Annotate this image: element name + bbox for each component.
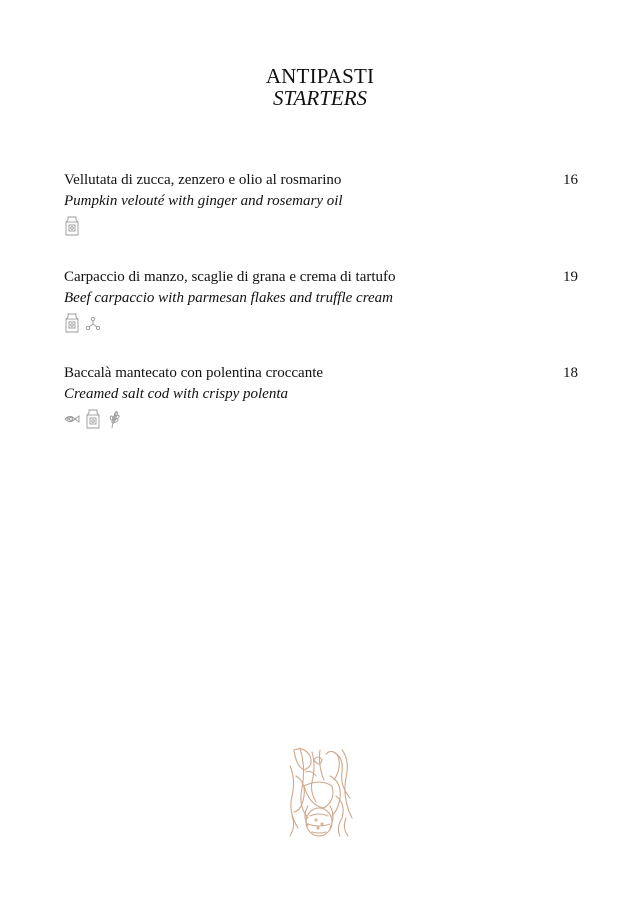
dish-name-italian: Carpaccio di manzo, scaglie di grana e crema di tartufo (64, 269, 396, 285)
dish-price: 19 (563, 269, 578, 285)
section-subtitle: STARTERS (272, 86, 368, 110)
decorative-illustration (286, 746, 354, 842)
menu-header (0, 65, 640, 109)
sulphites-icon (85, 313, 101, 333)
dish-name-italian: Vellutata di zucca, zenzero e olio al rosmarino (64, 172, 342, 188)
menu-item (64, 170, 580, 236)
dish-name-english: Creamed salt cod with crispy polenta (64, 386, 289, 402)
dish-name-english: Beef carpaccio with parmesan flakes and truffle cream (64, 290, 393, 306)
allergen-list (64, 409, 580, 429)
menu-item (64, 267, 580, 333)
dish-price: 18 (563, 365, 578, 381)
section-title: ANTIPASTI (265, 64, 375, 88)
gluten-icon (106, 409, 122, 429)
dairy-icon (64, 216, 80, 236)
dish-name-english: Pumpkin velouté with ginger and rosemary oil (64, 193, 343, 209)
allergen-list (64, 216, 580, 236)
menu-item (64, 363, 580, 429)
dish-price: 16 (563, 172, 578, 188)
dairy-icon (64, 313, 80, 333)
allergen-list (64, 313, 580, 333)
dish-name-italian: Baccalà mantecato con polentina croccante (64, 365, 324, 381)
fish-icon (64, 409, 80, 429)
dairy-icon (85, 409, 101, 429)
